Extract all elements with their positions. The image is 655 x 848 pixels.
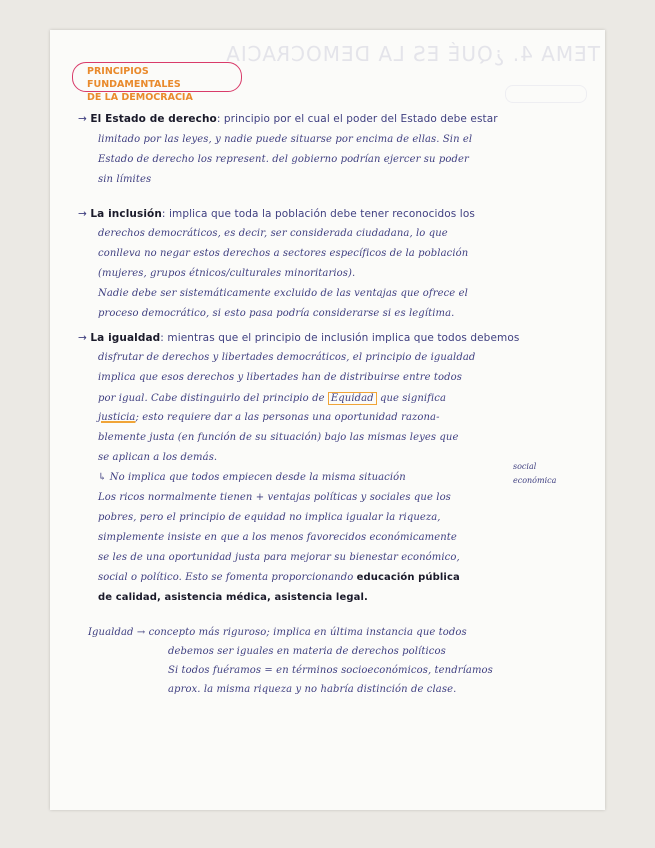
- arrow-icon: →: [78, 208, 87, 220]
- igualdad-line-1: : mientras que el principio de inclusión implica que todos debemos: [160, 332, 520, 344]
- estado-heading: [78, 113, 498, 125]
- page-title: [72, 62, 242, 103]
- equidad-boxed-word: Equidad: [328, 392, 377, 405]
- arrow-icon: →: [78, 332, 87, 344]
- igualdad-def-label: Igualdad: [88, 627, 134, 638]
- inclusion-heading: [78, 208, 475, 220]
- igualdad-line-6: blemente justa (en función de su situación) bajo las mismas leyes que: [98, 432, 459, 443]
- igualdad-heading: [78, 332, 519, 344]
- igualdad-line-11: simplemente insiste en que a los menos favorecidos económicamente: [98, 532, 457, 543]
- igualdad-line-8: ↳ No implica que todos empiecen desde la misma situación: [98, 472, 406, 483]
- inclusion-term: La inclusión: [90, 208, 162, 220]
- igualdad-def-text-1: → concepto más riguroso; implica en última instancia que todos: [136, 627, 467, 638]
- title-line-2: DE LA DEMOCRACIA: [87, 92, 193, 103]
- igualdad-line-5: [98, 412, 440, 423]
- igualdad-def-line-1: [88, 627, 467, 638]
- notebook-page: [50, 30, 605, 810]
- igualdad-line-7: se aplican a los demás.: [98, 452, 218, 463]
- bleed-through-box: [505, 85, 587, 103]
- bleed-through-text: TEMA 4. ¿QUÉ ES LA DEMOCRACIA: [225, 42, 600, 66]
- igualdad-def-line-4: aprox. la misma riqueza y no habría distinción de clase.: [168, 684, 457, 695]
- igualdad-line-4: [98, 392, 446, 405]
- igualdad-line-13-text: social o político. Esto se fomenta proporcionando: [98, 572, 354, 583]
- igualdad-def-line-2: debemos ser iguales en materia de derechos políticos: [168, 646, 446, 657]
- igualdad-line-14: [98, 592, 368, 603]
- igualdad-line-4-end: que significa: [379, 393, 447, 404]
- igualdad-line-5-text: ; esto requiere dar a las personas una oportunidad razona-: [135, 412, 440, 423]
- arrow-icon: →: [78, 113, 87, 125]
- inclusion-line-3: conlleva no negar estos derechos a sectores específicos de la población: [98, 248, 469, 259]
- igualdad-def-line-3: Si todos fuéramos = en términos socioeconómicos, tendríamos: [168, 665, 493, 676]
- igualdad-line-12: se les de una oportunidad justa para mejorar su bienestar económico,: [98, 552, 460, 563]
- estado-line-4: sin límites: [98, 174, 152, 185]
- side-note-social: social: [513, 462, 537, 471]
- inclusion-line-5: Nadie debe ser sistemáticamente excluido de las ventajas que ofrece el: [98, 288, 468, 299]
- igualdad-line-3: implica que esos derechos y libertades han de distribuirse entre todos: [98, 372, 463, 383]
- estado-line-1: : principio por el cual el poder del Estado debe estar: [216, 113, 498, 125]
- inclusion-line-6: proceso democrático, si esto pasa podría considerarse si es legítima.: [98, 308, 455, 319]
- inclusion-line-4: (mujeres, grupos étnicos/culturales minoritarios).: [98, 268, 356, 279]
- igualdad-line-2: disfrutar de derechos y libertades democráticos, el principio de igualdad: [98, 352, 476, 363]
- estado-term: El Estado de derecho: [90, 113, 217, 125]
- igualdad-line-13: [98, 572, 460, 583]
- igualdad-line-10: pobres, pero el principio de equidad no implica igualar la riqueza,: [98, 512, 441, 523]
- inclusion-line-2: derechos democráticos, es decir, ser considerada ciudadana, lo que: [98, 228, 448, 239]
- justicia-underlined-word: justicia: [98, 412, 136, 423]
- title-line-1: PRINCIPIOS FUNDAMENTALES: [87, 66, 181, 90]
- igualdad-term: La igualdad: [90, 332, 161, 344]
- side-note-economica: económica: [513, 476, 557, 485]
- igualdad-line-9: Los ricos normalmente tienen + ventajas políticas y sociales que los: [98, 492, 451, 503]
- calidad-asistencia: de calidad, asistencia médica, asistencia legal.: [98, 592, 368, 603]
- inclusion-line-1: : implica que toda la población debe tener reconocidos los: [161, 208, 475, 220]
- estado-line-2: limitado por las leyes, y nadie puede situarse por encima de ellas. Sin el: [98, 134, 473, 145]
- educacion-publica: educación pública: [356, 572, 460, 583]
- estado-line-3: Estado de derecho los represent. del gobierno podrían ejercer su poder: [98, 154, 469, 165]
- igualdad-line-4-text: por igual. Cabe distinguirlo del principio de: [98, 393, 325, 404]
